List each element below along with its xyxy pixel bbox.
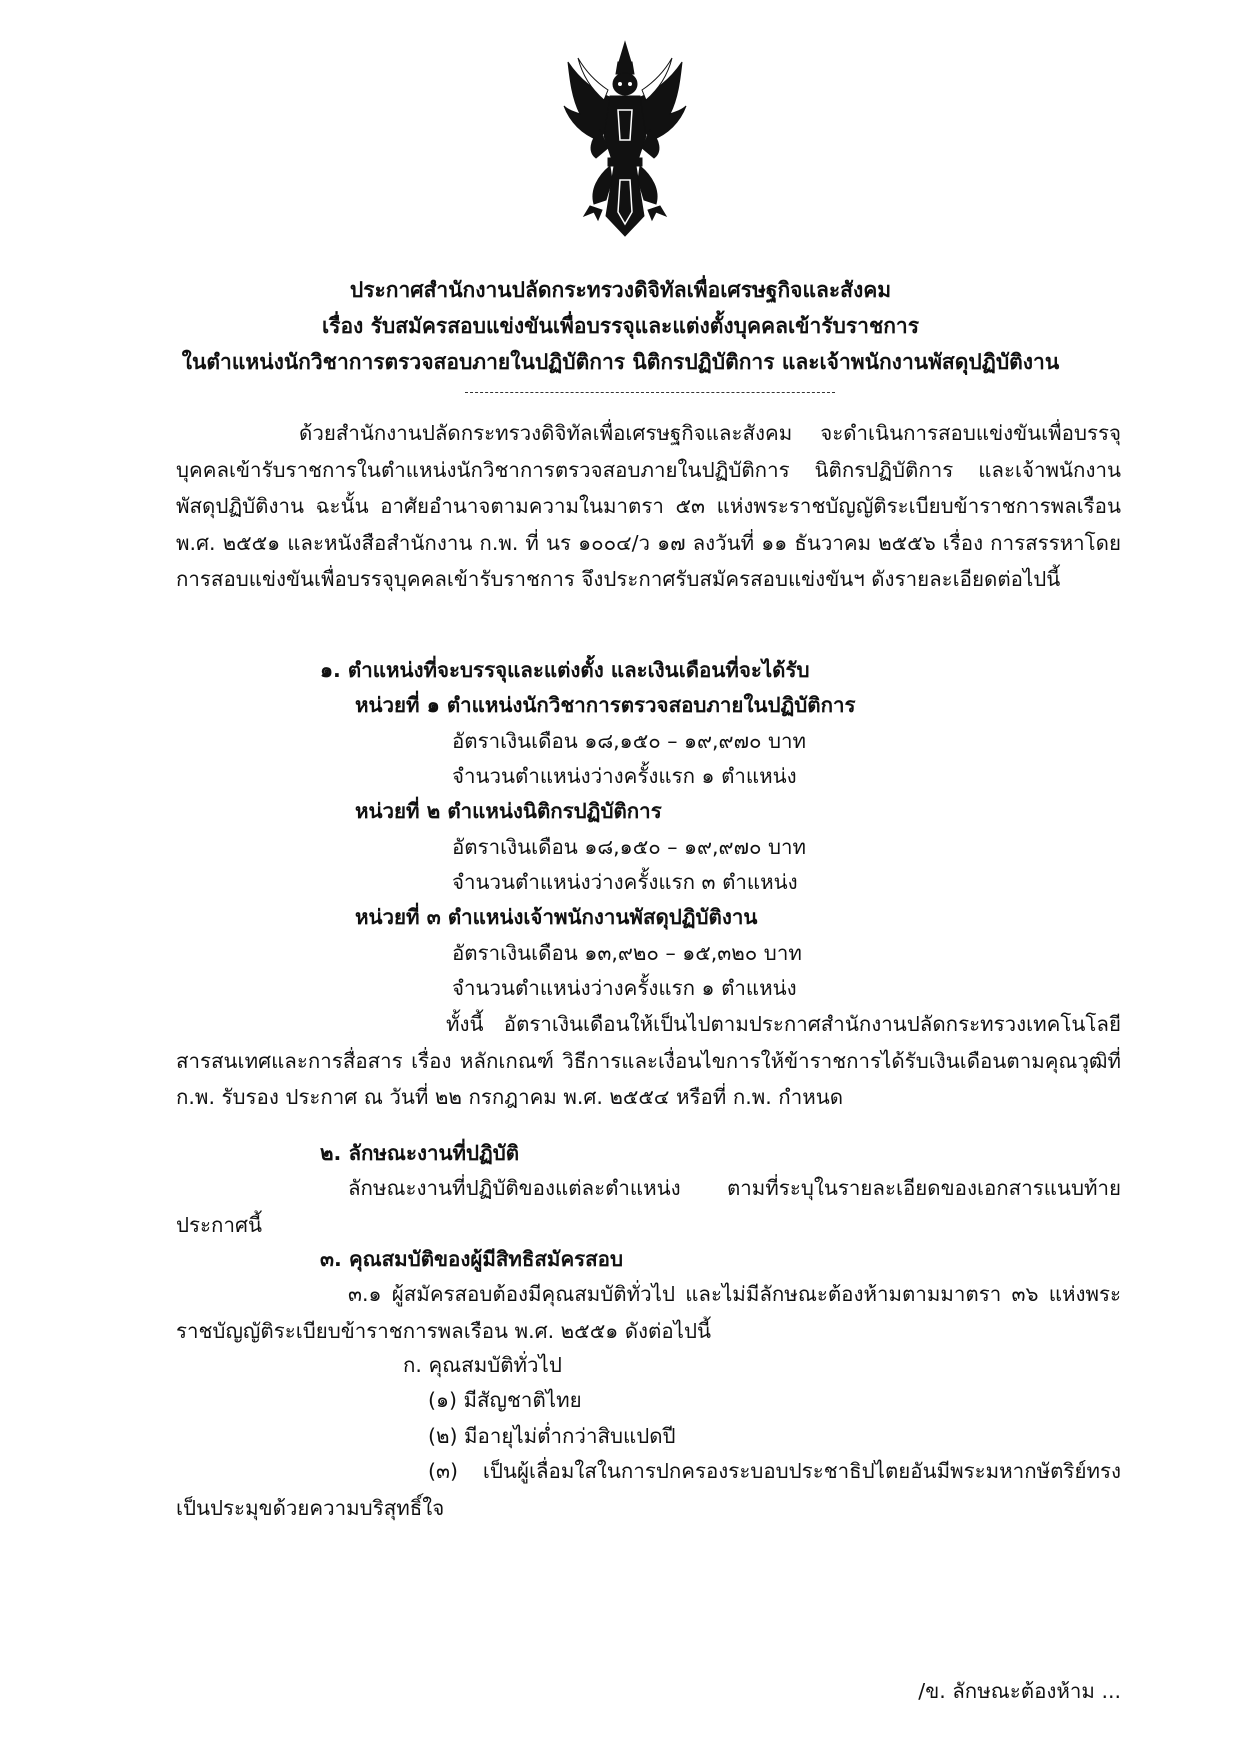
general-qualifications-heading: ก. คุณสมบัติทั่วไป xyxy=(403,1353,562,1377)
title-separator xyxy=(465,392,835,393)
section3-sub1: ๓.๑ ผู้สมัครสอบต้องมีคุณสมบัติทั่วไป และไม่มีลักษณะต้องห้ามตามมาตรา ๓๖ แห่งพระราชบัญญัติระเบียบข้าราชการพลเรือน พ.ศ. ๒๕๕๑ ดังต่อไปนี้ xyxy=(176,1282,1121,1343)
title-line-1: ประกาศสำนักงานปลัดกระทรวงดิจิทัลเพื่อเศรษฐกิจและสังคม xyxy=(349,278,892,302)
unit1-salary: อัตราเงินเดือน ๑๘,๑๕๐ – ๑๙,๙๗๐ บาท xyxy=(452,729,807,753)
section2-paragraph xyxy=(176,1170,1121,1243)
intro-paragraph xyxy=(176,415,1121,598)
section2-heading: ๒. ลักษณะงานที่ปฏิบัติ xyxy=(320,1141,520,1165)
garuda-emblem-icon xyxy=(560,40,690,245)
qualification-item-2: (๒) มีอายุไม่ต่ำกว่าสิบแปดปี xyxy=(428,1424,676,1448)
page-continuation: /ข. ลักษณะต้องห้าม ... xyxy=(918,1679,1121,1703)
qualification-item-3: (๓) เป็นผู้เลื่อมใสในการปกครองระบอบประชาธิปไตยอันมีพระมหากษัตริย์ทรงเป็นประมุขด้วยความบริสุทธิ์ใจ xyxy=(176,1459,1121,1520)
salary-note-paragraph xyxy=(176,1006,1121,1116)
section3-heading: ๓. คุณสมบัติของผู้มีสิทธิสมัครสอบ xyxy=(320,1247,624,1271)
qualification-item-1: (๑) มีสัญชาติไทย xyxy=(428,1388,582,1412)
unit3-salary: อัตราเงินเดือน ๑๓,๙๒๐ – ๑๕,๓๒๐ บาท xyxy=(452,941,802,965)
salary-note: ทั้งนี้ อัตราเงินเดือนให้เป็นไปตามประกาศสำนักงานปลัดกระทรวงเทคโนโลยีสารสนเทศและการสื่อสาร เรื่อง หลักเกณฑ์ วิธีการและเงื่อนไขการให้ข้าราชการได้รับเงินเดือนตามคุณวุฒิที่ ก.พ. รับรอง ประกาศ ณ วันที่ ๒๒ กรกฎาคม พ.ศ. ๒๕๕๔ หรือที่ ก.พ. กำหนด xyxy=(176,1012,1121,1109)
intro-text: ด้วยสำนักงานปลัดกระทรวงดิจิทัลเพื่อเศรษฐกิจและสังคม จะดำเนินการสอบแข่งขันเพื่อบรรจุบุคคลเข้ารับราชการในตำแหน่งนักวิชาการตรวจสอบภายในปฏิบัติการ นิติกรปฏิบัติการ และเจ้าพนักงานพัสดุปฏิบัติงาน ฉะนั้น อาศัยอำนาจตามความในมาตรา ๕๓ แห่งพระราชบัญญัติระเบียบข้าราชการพลเรือน พ.ศ. ๒๕๕๑ และหนังสือสำนักงาน ก.พ. ที่ นร ๑๐๐๔/ว ๑๗ ลงวันที่ ๑๑ ธันวาคม ๒๕๕๖ เรื่อง การสรรหาโดยการสอบแข่งขันเพื่อบรรจุบุคคลเข้ารับราชการ จึงประกาศรับสมัครสอบแข่งขันฯ ดังรายละเอียดต่อไปนี้ xyxy=(176,421,1121,591)
title-line-2: เรื่อง รับสมัครสอบแข่งขันเพื่อบรรจุและแต่งตั้งบุคคลเข้ารับราชการ xyxy=(321,314,919,338)
section1-heading: ๑. ตำแหน่งที่จะบรรจุและแต่งตั้ง และเงินเดือนที่จะได้รับ xyxy=(320,658,810,682)
section2-text: ลักษณะงานที่ปฏิบัติของแต่ละตำแหน่ง ตามที่ระบุในรายละเอียดของเอกสารแนบท้ายประกาศนี้ xyxy=(176,1176,1121,1237)
unit3-title: หน่วยที่ ๓ ตำแหน่งเจ้าพนักงานพัสดุปฏิบัติงาน xyxy=(355,905,758,929)
announcement-title xyxy=(100,272,1141,380)
section3-sub1-paragraph xyxy=(176,1276,1121,1349)
unit1-vacancies: จำนวนตำแหน่งว่างครั้งแรก ๑ ตำแหน่ง xyxy=(452,764,797,788)
unit2-salary: อัตราเงินเดือน ๑๘,๑๕๐ – ๑๙,๙๗๐ บาท xyxy=(452,835,807,859)
unit2-title: หน่วยที่ ๒ ตำแหน่งนิติกรปฏิบัติการ xyxy=(355,799,662,823)
unit1-title: หน่วยที่ ๑ ตำแหน่งนักวิชาการตรวจสอบภายในปฏิบัติการ xyxy=(355,693,856,717)
qualification-item-3-paragraph xyxy=(176,1453,1121,1526)
title-line-3: ในตำแหน่งนักวิชาการตรวจสอบภายในปฏิบัติการ นิติกรปฏิบัติการ และเจ้าพนักงานพัสดุปฏิบัติงาน xyxy=(181,350,1060,374)
unit3-vacancies: จำนวนตำแหน่งว่างครั้งแรก ๑ ตำแหน่ง xyxy=(452,976,797,1000)
unit2-vacancies: จำนวนตำแหน่งว่างครั้งแรก ๓ ตำแหน่ง xyxy=(452,870,798,894)
